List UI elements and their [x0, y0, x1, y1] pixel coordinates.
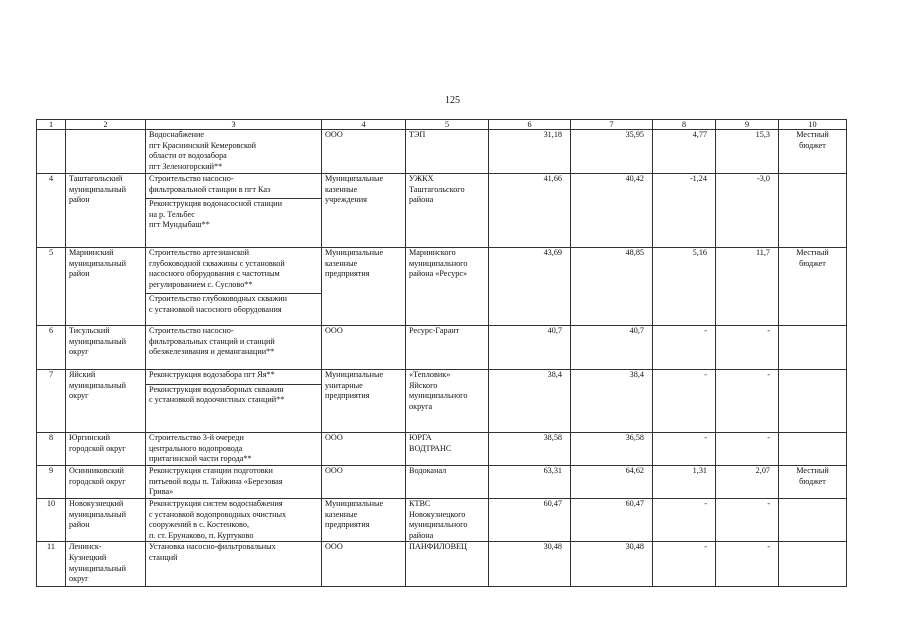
funding-source-cell [779, 326, 847, 370]
organization-form-cell: ООО [322, 466, 406, 499]
value-cell-6: 60,47 [489, 499, 571, 542]
municipality-cell: Тисульский муниципальный округ [66, 326, 146, 370]
work-item: Реконструкция водозаборных скважин с установкой водоочистных станций** [146, 384, 321, 406]
work-item: Строительство 3-й очереди центрального водопровода притагинской части города** [149, 433, 252, 464]
table-row [37, 466, 847, 499]
organization-form-cell: ООО [322, 542, 406, 587]
value-cell-6: 31,18 [489, 130, 571, 174]
value-cell-9: - [716, 499, 779, 542]
organization-form-cell: ООО [322, 326, 406, 370]
value-cell-8: - [653, 499, 716, 542]
value-cell-8: 5,16 [653, 248, 716, 326]
value-cell-8: - [653, 433, 716, 466]
value-cell-6: 41,66 [489, 174, 571, 248]
value-cell-7: 35,95 [571, 130, 653, 174]
row-number-cell [37, 130, 66, 174]
work-item: Установка насосно-фильтровальных станций [149, 542, 276, 562]
row-number-cell: 10 [37, 499, 66, 542]
page-number: 125 [445, 95, 460, 106]
work-item: Реконструкция водозабора пгт Яя** [149, 370, 275, 379]
table-row [37, 542, 847, 587]
data-table [36, 119, 847, 587]
works-cell [146, 370, 322, 433]
value-cell-7: 40,7 [571, 326, 653, 370]
row-number-cell: 11 [37, 542, 66, 587]
operator-cell: ЮРГА ВОДТРАНС [406, 433, 489, 466]
municipality-cell: Новокузнецкий муниципальный район [66, 499, 146, 542]
works-cell [146, 326, 322, 370]
municipality-cell: Осинниковский городской округ [66, 466, 146, 499]
municipality-cell: Ленинск- Кузнецкий муниципальный округ [66, 542, 146, 587]
municipality-cell [66, 130, 146, 174]
row-number-cell: 6 [37, 326, 66, 370]
work-item: Водоснабжение пгт Краснинский Кемеровской области от водозабора пгт Зеленогорский** [149, 130, 257, 171]
municipality-cell: Мариинский муниципальный район [66, 248, 146, 326]
operator-cell: ТЭП [406, 130, 489, 174]
value-cell-6: 38,4 [489, 370, 571, 433]
operator-cell: Мариинского муниципального района «Ресурс» [406, 248, 489, 326]
organization-form-cell: ООО [322, 130, 406, 174]
value-cell-9: 15,3 [716, 130, 779, 174]
works-cell [146, 174, 322, 248]
funding-source-cell: Местный бюджет [779, 466, 847, 499]
value-cell-9: - [716, 542, 779, 587]
row-number-cell: 8 [37, 433, 66, 466]
work-item: Строительство насосно- фильтровальной станции в пгт Каз [149, 174, 271, 194]
work-item: Реконструкция станции подготовки питьевой воды п. Тайжина «Березовая Грива» [149, 466, 283, 497]
works-cell [146, 499, 322, 542]
value-cell-8: 4,77 [653, 130, 716, 174]
works-cell [146, 248, 322, 326]
row-number-cell: 9 [37, 466, 66, 499]
operator-cell: Водоканал [406, 466, 489, 499]
value-cell-8: - [653, 370, 716, 433]
funding-source-cell: Местный бюджет [779, 130, 847, 174]
operator-cell: КТВС Новокузнецкого муниципального района [406, 499, 489, 542]
value-cell-8: - [653, 542, 716, 587]
table-row [37, 370, 847, 433]
work-item: Строительство глубоководных скважин с установкой насосного оборудования [146, 293, 321, 315]
value-cell-6: 38,58 [489, 433, 571, 466]
table-row [37, 130, 847, 174]
table-row [37, 499, 847, 542]
organization-form-cell: Муниципальные казенные предприятия [322, 499, 406, 542]
header-cell: 3 [146, 120, 322, 130]
value-cell-9: 11,7 [716, 248, 779, 326]
funding-source-cell [779, 174, 847, 248]
operator-cell: «Тепловик» Яйского муниципального округа [406, 370, 489, 433]
value-cell-7: 48,85 [571, 248, 653, 326]
value-cell-9: - [716, 326, 779, 370]
value-cell-7: 40,42 [571, 174, 653, 248]
table-row [37, 174, 847, 248]
row-number-cell: 4 [37, 174, 66, 248]
value-cell-8: - [653, 326, 716, 370]
funding-source-cell: Местный бюджет [779, 248, 847, 326]
value-cell-8: 1,31 [653, 466, 716, 499]
header-cell: 8 [653, 120, 716, 130]
table-row [37, 433, 847, 466]
work-item: Реконструкция систем водоснабжения с установкой водопроводных очистных сооружений в с. Костенково, п. ст. Ерунаково, п. Куртуково [149, 499, 287, 540]
header-cell: 5 [406, 120, 489, 130]
value-cell-9: - [716, 433, 779, 466]
header-cell: 7 [571, 120, 653, 130]
table-row [37, 248, 847, 326]
organization-form-cell: Муниципальные казенные предприятия [322, 248, 406, 326]
value-cell-6: 30,48 [489, 542, 571, 587]
operator-cell: ПАНФИЛОВЕЦ [406, 542, 489, 587]
value-cell-7: 30,48 [571, 542, 653, 587]
municipality-cell: Юргинский городской округ [66, 433, 146, 466]
organization-form-cell: Муниципальные унитарные предприятия [322, 370, 406, 433]
value-cell-9: 2,07 [716, 466, 779, 499]
row-number-cell: 7 [37, 370, 66, 433]
value-cell-7: 38,4 [571, 370, 653, 433]
value-cell-6: 63,31 [489, 466, 571, 499]
value-cell-7: 64,62 [571, 466, 653, 499]
value-cell-6: 43,69 [489, 248, 571, 326]
work-item: Строительство артезианской глубоководной скважины с установкой насосного оборудования с частотным регулированием с. Суслово** [149, 248, 285, 289]
value-cell-9: - [716, 370, 779, 433]
works-cell [146, 542, 322, 587]
funding-source-cell [779, 499, 847, 542]
municipality-cell: Яйский муниципальный округ [66, 370, 146, 433]
row-number-cell: 5 [37, 248, 66, 326]
works-cell [146, 466, 322, 499]
works-cell [146, 130, 322, 174]
header-cell: 2 [66, 120, 146, 130]
work-item: Реконструкция водонасосной станции на р. Тельбес пгт Мундыбаш** [146, 198, 321, 231]
work-item: Строительство насосно- фильтровальных станций и станций обезжелезивания и деманганации** [149, 326, 275, 357]
table-row [37, 326, 847, 370]
funding-source-cell [779, 433, 847, 466]
municipality-cell: Таштагольский муниципальный район [66, 174, 146, 248]
value-cell-9: -3,0 [716, 174, 779, 248]
funding-source-cell [779, 542, 847, 587]
operator-cell: Ресурс-Гарант [406, 326, 489, 370]
header-cell: 6 [489, 120, 571, 130]
value-cell-7: 60,47 [571, 499, 653, 542]
value-cell-6: 40,7 [489, 326, 571, 370]
works-cell [146, 433, 322, 466]
organization-form-cell: Муниципальные казенные учреждения [322, 174, 406, 248]
operator-cell: УЖКХ Таштагольского района [406, 174, 489, 248]
organization-form-cell: ООО [322, 433, 406, 466]
table-header-row [37, 120, 847, 130]
header-cell: 4 [322, 120, 406, 130]
header-cell: 10 [779, 120, 847, 130]
header-cell: 9 [716, 120, 779, 130]
funding-source-cell [779, 370, 847, 433]
header-cell: 1 [37, 120, 66, 130]
value-cell-8: -1,24 [653, 174, 716, 248]
value-cell-7: 36,58 [571, 433, 653, 466]
